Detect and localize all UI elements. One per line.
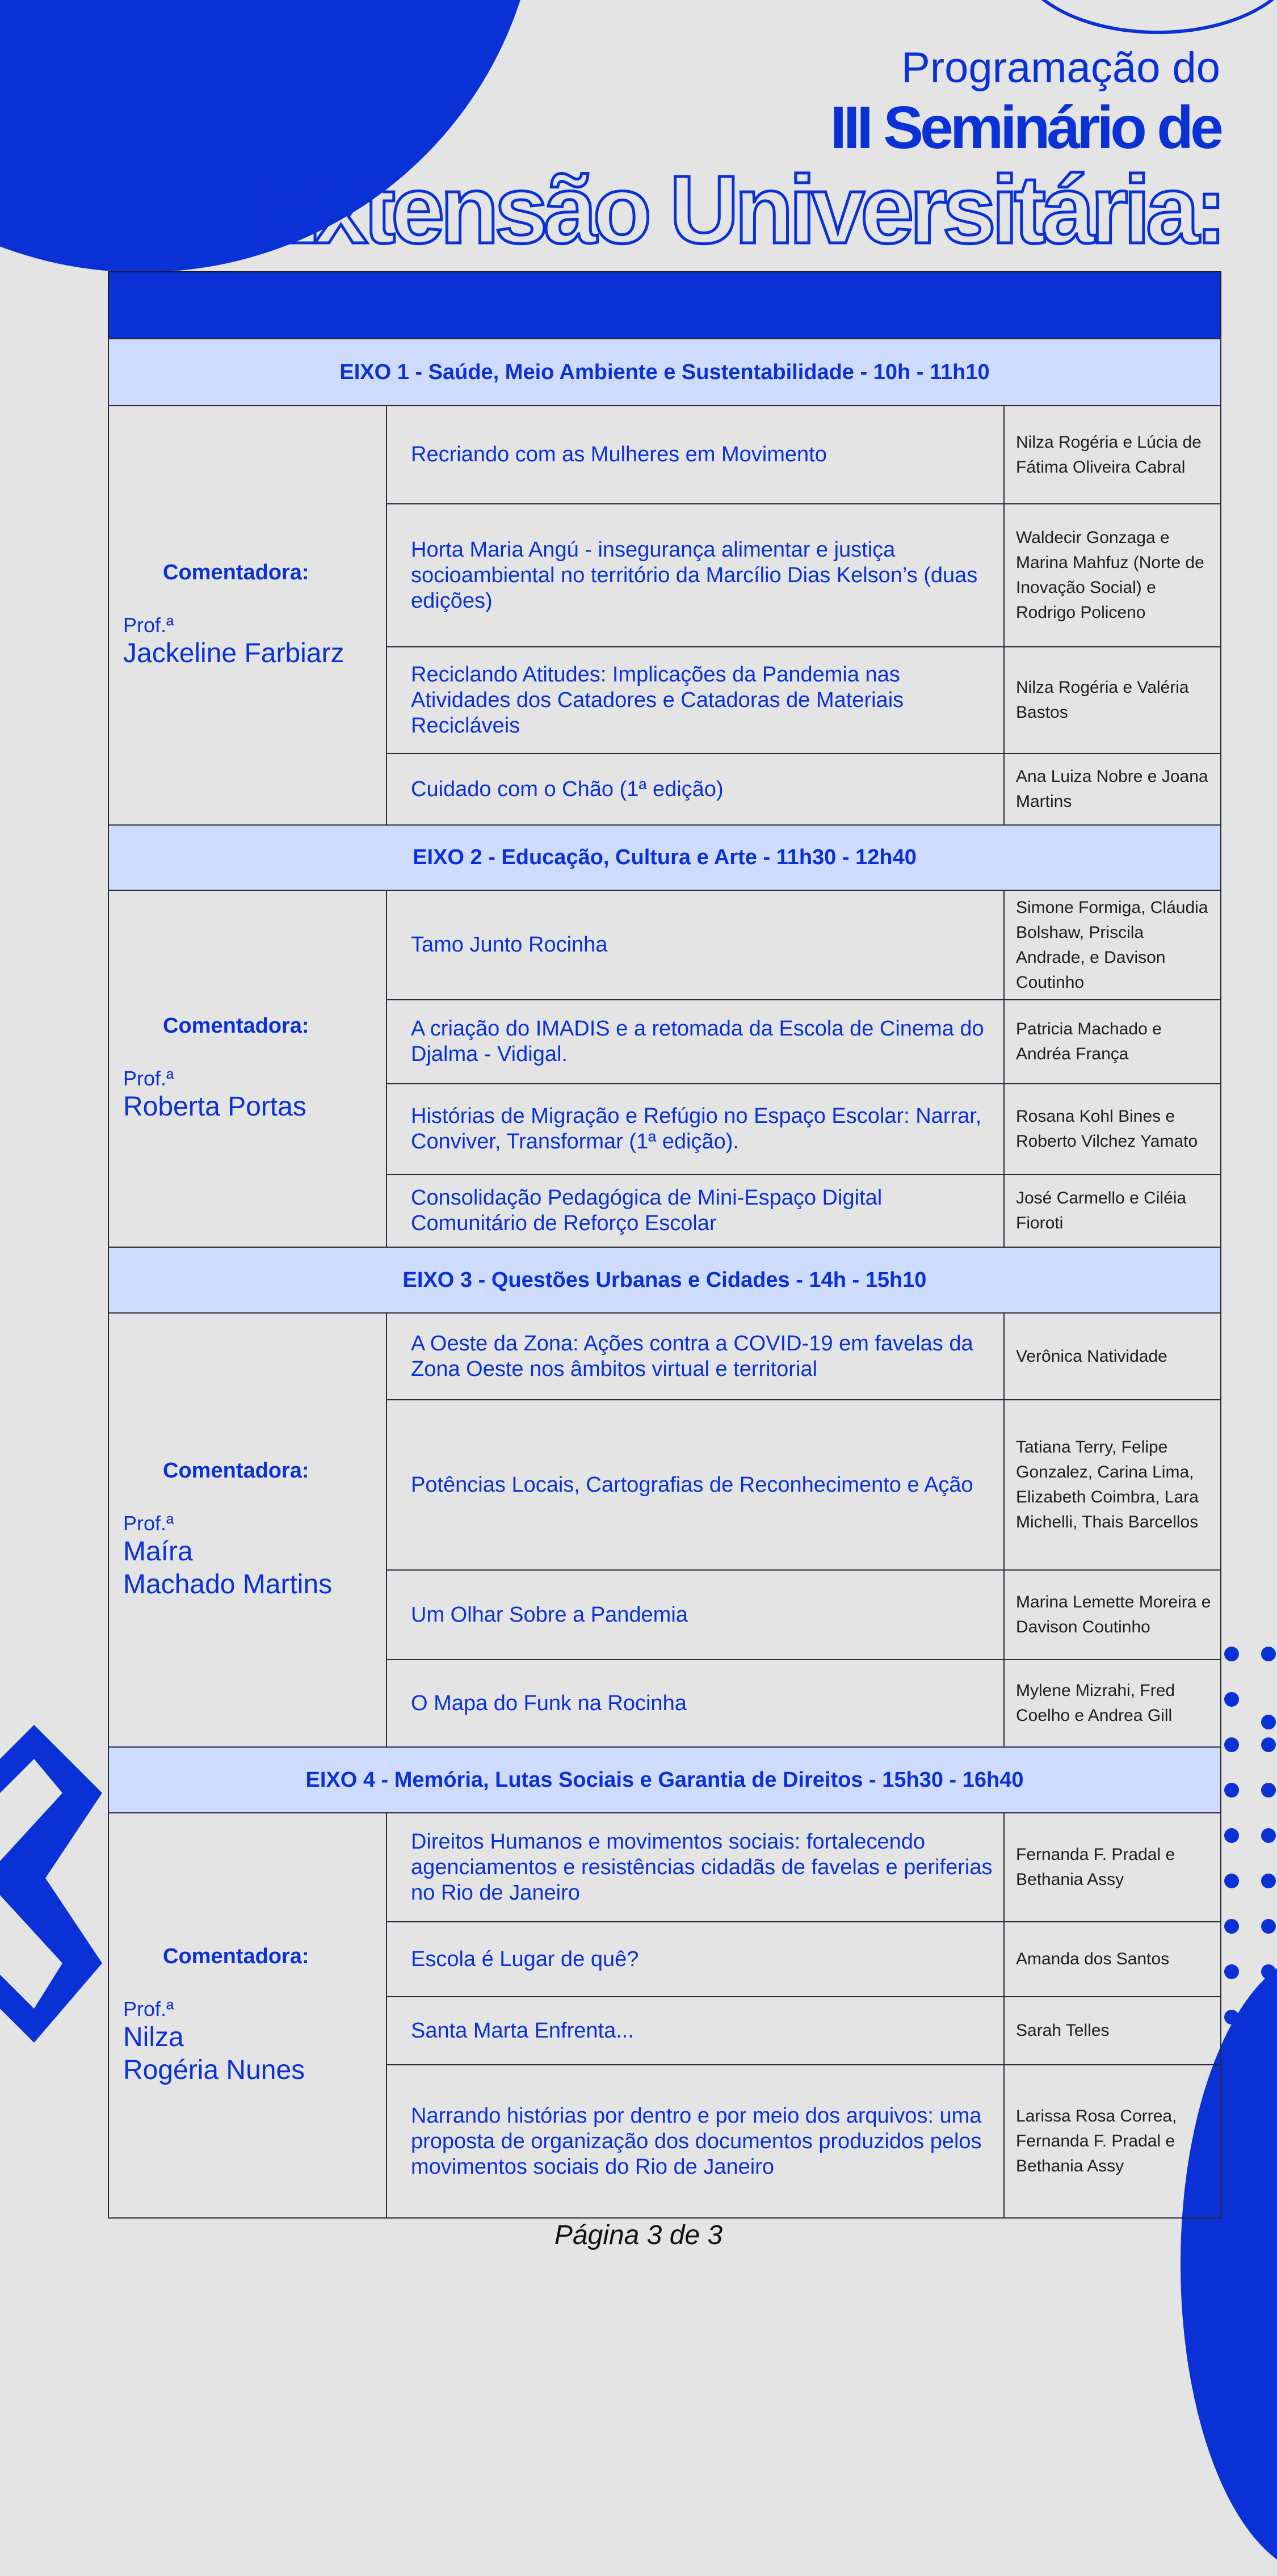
project-title: Cuidado com o Chão (1ª edição) [386, 753, 1005, 826]
commenter-name-line-1: Maíra [123, 1537, 193, 1567]
title-line-3: Extensão Universitária: [254, 156, 1223, 264]
project-authors: Rosana Kohl Bines e Roberto Vilchez Yamato [1003, 1083, 1221, 1175]
project-authors: Verônica Natividade [1003, 1312, 1221, 1400]
project-authors: Simone Formiga, Cláudia Bolshaw, Priscila Andrade, e Davison Coutinho [1003, 890, 1221, 1000]
page-number: Página 3 de 3 [554, 2220, 723, 2250]
project-authors: Waldecir Gonzaga e Marina Mahfuz (Norte de Inovação Social) e Rodrigo Policeno [1003, 503, 1221, 647]
axis-header-1: EIXO 1 - Saúde, Meio Ambiente e Sustentabilidade - 10h - 11h10 [108, 338, 1221, 406]
decorative-dot [1224, 1783, 1239, 1798]
commenter-cell-1 [108, 405, 387, 826]
axis-header-4: EIXO 4 - Memória, Lutas Sociais e Garantia de Direitos - 15h30 - 16h40 [108, 1746, 1221, 1813]
project-authors: Nilza Rogéria e Valéria Bastos [1003, 646, 1221, 754]
project-authors: Patricia Machado e Andréa França [1003, 999, 1221, 1084]
project-title: Horta Maria Angú - insegurança alimentar e justiça socioambiental no território da Marcílio Dias Kelson’s (duas edições) [386, 503, 1005, 647]
project-authors: Nilza Rogéria e Lúcia de Fátima Oliveira Cabral [1003, 405, 1221, 504]
project-title: A Oeste da Zona: Ações contra a COVID-19 em favelas da Zona Oeste nos âmbitos virtual e territorial [386, 1312, 1005, 1400]
project-authors: Mylene Mizrahi, Fred Coelho e Andrea Gill [1003, 1659, 1221, 1748]
axis-header-3: EIXO 3 - Questões Urbanas e Cidades - 14h - 15h10 [108, 1247, 1221, 1314]
decorative-dot [1224, 1919, 1239, 1934]
commenter-title: Prof.ª [123, 1067, 174, 1090]
decorative-dot [1224, 1647, 1239, 1661]
project-title: A criação do IMADIS e a retomada da Escola de Cinema do Djalma - Vidigal. [386, 999, 1005, 1084]
decorative-dot [1261, 1964, 1276, 1979]
project-title: Potências Locais, Cartografias de Reconhecimento e Ação [386, 1399, 1005, 1571]
project-title: Narrando histórias por dentro e por meio dos arquivos: uma proposta de organização dos documentos produzidos pelos movimentos sociais do Rio de Janeiro [386, 2064, 1005, 2219]
project-title: Direitos Humanos e movimentos sociais: fortalecendo agenciamentos e resistências cidadãs de favelas e periferias no Rio de Janeiro [386, 1812, 1005, 1922]
project-title: Reciclando Atitudes: Implicações da Pandemia nas Atividades dos Catadores e Catadoras de Materiais Recicláveis [386, 646, 1005, 754]
project-authors: Amanda dos Santos [1003, 1921, 1221, 1997]
commenter-title: Prof.ª [123, 1997, 174, 2021]
project-title: Um Olhar Sobre a Pandemia [386, 1569, 1005, 1660]
decorative-dots [1220, 1643, 1277, 2063]
project-authors: José Carmello e Ciléia Fioroti [1003, 1174, 1221, 1248]
commenter-title: Prof.ª [123, 1512, 174, 1535]
decorative-dot [1261, 1715, 1276, 1729]
decorative-dot [1224, 2010, 1239, 2024]
schedule-table [108, 271, 1220, 2212]
commenter-name-line-1: Jackeline Farbiarz [123, 638, 345, 668]
decorative-dot [1224, 1874, 1239, 1888]
project-authors: Fernanda F. Pradal e Bethania Assy [1003, 1812, 1221, 1922]
decorative-dot [1261, 1783, 1276, 1798]
project-title: O Mapa do Funk na Rocinha [386, 1659, 1005, 1748]
project-title: Consolidação Pedagógica de Mini-Espaço Digital Comunitário de Reforço Escolar [386, 1174, 1005, 1248]
commenter-cell-2 [108, 890, 387, 1248]
commenter-cell-3 [108, 1312, 387, 1748]
project-title: Histórias de Migração e Refúgio no Espaço Escolar: Narrar, Conviver, Transformar (1ª edição). [386, 1083, 1005, 1175]
project-authors: Ana Luiza Nobre e Joana Martins [1003, 753, 1221, 826]
title-line-2: III Seminário de [830, 94, 1220, 161]
decorative-dot [1261, 1874, 1276, 1888]
project-title: Recriando com as Mulheres em Movimento [386, 405, 1005, 504]
table-header-bar [108, 271, 1221, 339]
decorative-dot [1261, 1647, 1276, 1661]
commenter-label: Comentadora: [163, 1014, 309, 1038]
commenter-name-line-1: Roberta Portas [123, 1092, 306, 1122]
commenter-cell-4 [108, 1812, 387, 2219]
commenter-name-line-2: Rogéria Nunes [123, 2055, 305, 2085]
project-authors: Tatiana Terry, Felipe Gonzalez, Carina Lima, Elizabeth Coimbra, Lara Michelli, Thais Barcellos [1003, 1399, 1221, 1571]
decorative-dot [1224, 1964, 1239, 1979]
commenter-title: Prof.ª [123, 613, 174, 637]
commenter-label: Comentadora: [163, 1459, 309, 1483]
commenter-name-line-2: Machado Martins [123, 1569, 333, 1600]
project-authors: Marina Lemette Moreira e Davison Coutinho [1003, 1569, 1221, 1660]
commenter-name-line-1: Nilza [123, 2022, 184, 2052]
title-line-1: Programação do [901, 44, 1220, 92]
page-header [254, 40, 1223, 264]
decorative-dot [1261, 1828, 1276, 1843]
project-title: Tamo Junto Rocinha [386, 890, 1005, 1000]
commenter-label: Comentadora: [163, 561, 309, 584]
project-authors: Sarah Telles [1003, 1996, 1221, 2065]
project-title: Santa Marta Enfrenta... [386, 1996, 1005, 2065]
decorative-dot [1261, 1737, 1276, 1752]
decorative-dot [1224, 1828, 1239, 1843]
project-authors: Larissa Rosa Correa, Fernanda F. Pradal e Bethania Assy [1003, 2064, 1221, 2219]
commenter-label: Comentadora: [163, 1944, 309, 1968]
decorative-dot [1261, 1919, 1276, 1934]
decorative-ring-top-right [1016, 0, 1277, 34]
chevron-left-icon [0, 1725, 108, 2043]
decorative-dot [1224, 1737, 1239, 1752]
project-title: Escola é Lugar de quê? [386, 1921, 1005, 1997]
decorative-dot [1224, 1692, 1239, 1707]
axis-header-2: EIXO 2 - Educação, Cultura e Arte - 11h30 - 12h40 [108, 824, 1221, 891]
